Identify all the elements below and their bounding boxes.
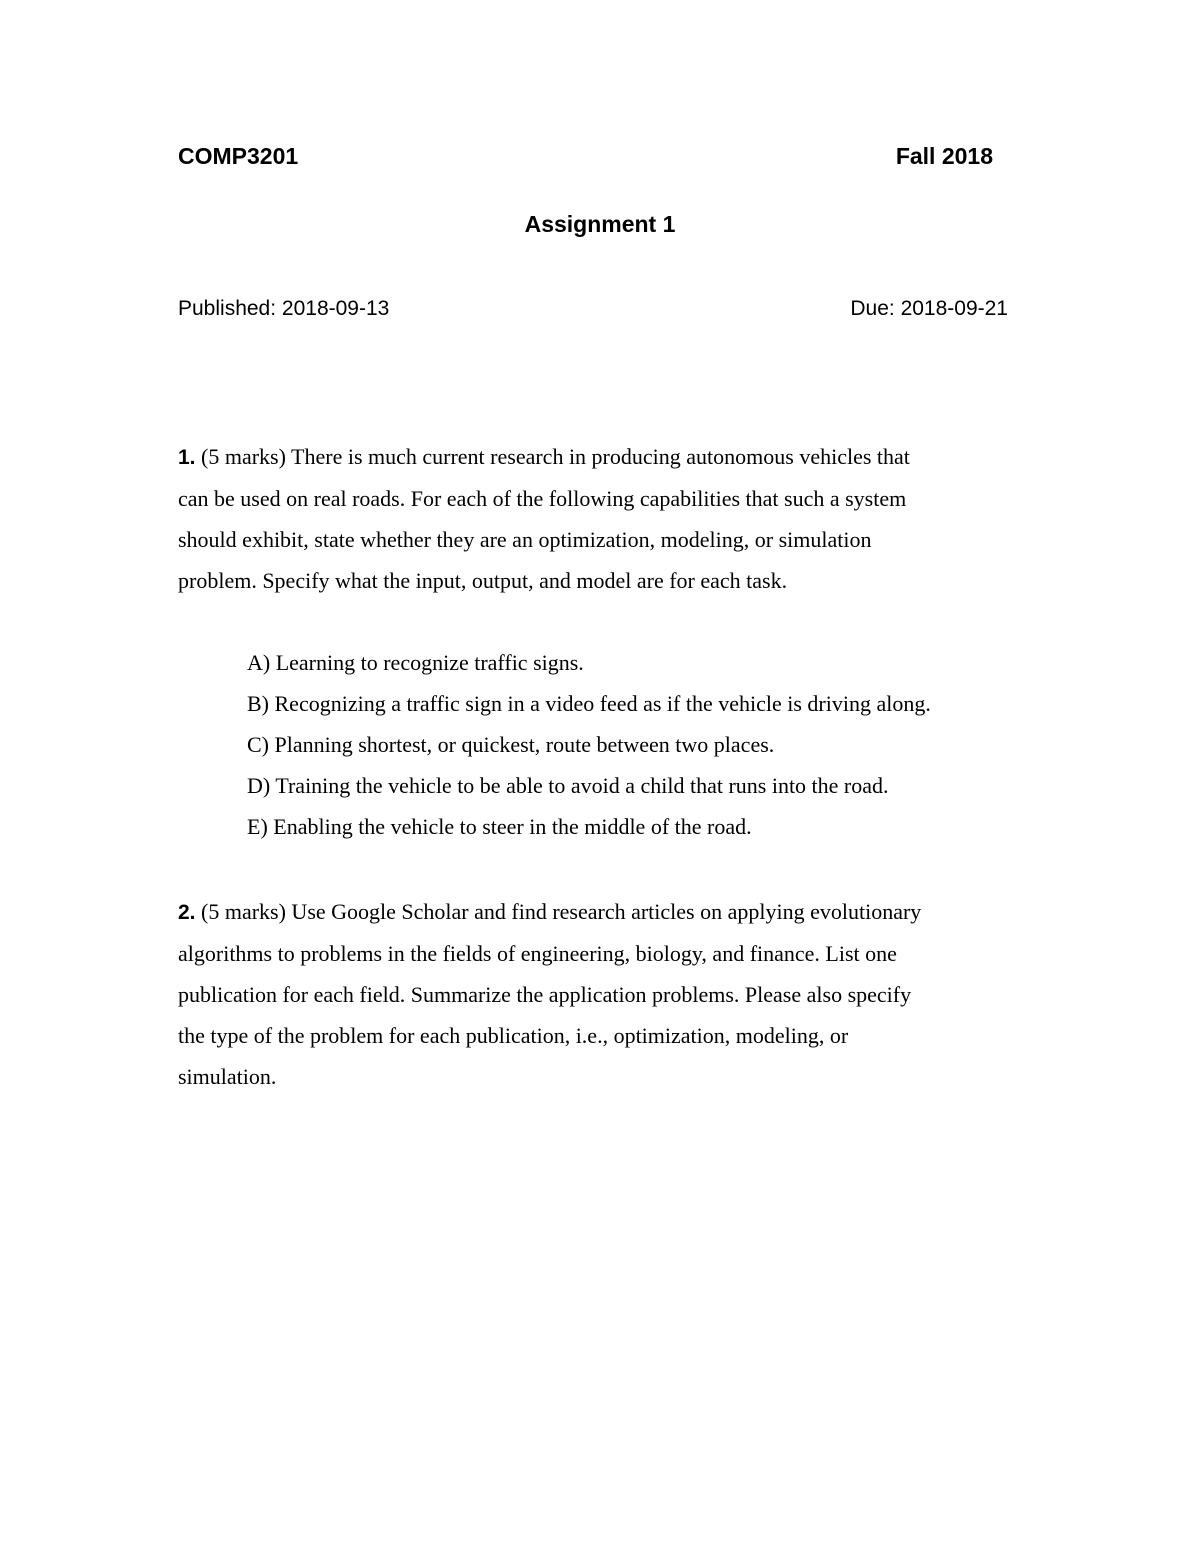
dates-row (178, 297, 1008, 321)
course-code: COMP3201 (178, 143, 299, 169)
question-1-item-list (247, 642, 1047, 847)
question-1 (178, 436, 1028, 601)
question-1-line-1 (178, 436, 1028, 478)
question-1-item-c: C) Planning shortest, or quickest, route between two places. (247, 732, 775, 757)
course-term: Fall 2018 (895, 143, 993, 169)
published-date: Published: 2018-09-13 (178, 297, 390, 320)
question-2-line-2: algorithms to problems in the fields of engineering, biology, and finance. List one (178, 941, 897, 966)
question-2-line-1 (178, 891, 1028, 933)
question-1-line-2: can be used on real roads. For each of the following capabilities that such a system (178, 486, 907, 511)
question-2-line-3: publication for each field. Summarize the application problems. Please also specify (178, 982, 912, 1007)
question-2-number: 2. (178, 901, 196, 924)
question-1-item-d: D) Training the vehicle to be able to avoid a child that runs into the road. (247, 773, 889, 798)
question-1-item-b: B) Recognizing a traffic sign in a video feed as if the vehicle is driving along. (247, 691, 931, 716)
question-2-line-1-text: (5 marks) Use Google Scholar and find research articles on applying evolutionary (201, 899, 922, 924)
course-header-row (178, 143, 993, 170)
question-2-line-5: simulation. (178, 1064, 277, 1089)
question-1-line-1-text: (5 marks) There is much current research in producing autonomous vehicles that (201, 444, 910, 469)
question-1-item-a: A) Learning to recognize traffic signs. (247, 650, 584, 675)
assignment-title: Assignment 1 (524, 211, 676, 237)
question-1-item-e: E) Enabling the vehicle to steer in the middle of the road. (247, 814, 752, 839)
question-1-line-4: problem. Specify what the input, output, and model are for each task. (178, 568, 788, 593)
question-1-number: 1. (178, 446, 196, 469)
due-date: Due: 2018-09-21 (850, 297, 1008, 320)
question-2-line-4: the type of the problem for each publication, i.e., optimization, modeling, or (178, 1023, 849, 1048)
question-1-line-3: should exhibit, state whether they are an optimization, modeling, or simulation (178, 527, 872, 552)
question-2 (178, 891, 1028, 1097)
